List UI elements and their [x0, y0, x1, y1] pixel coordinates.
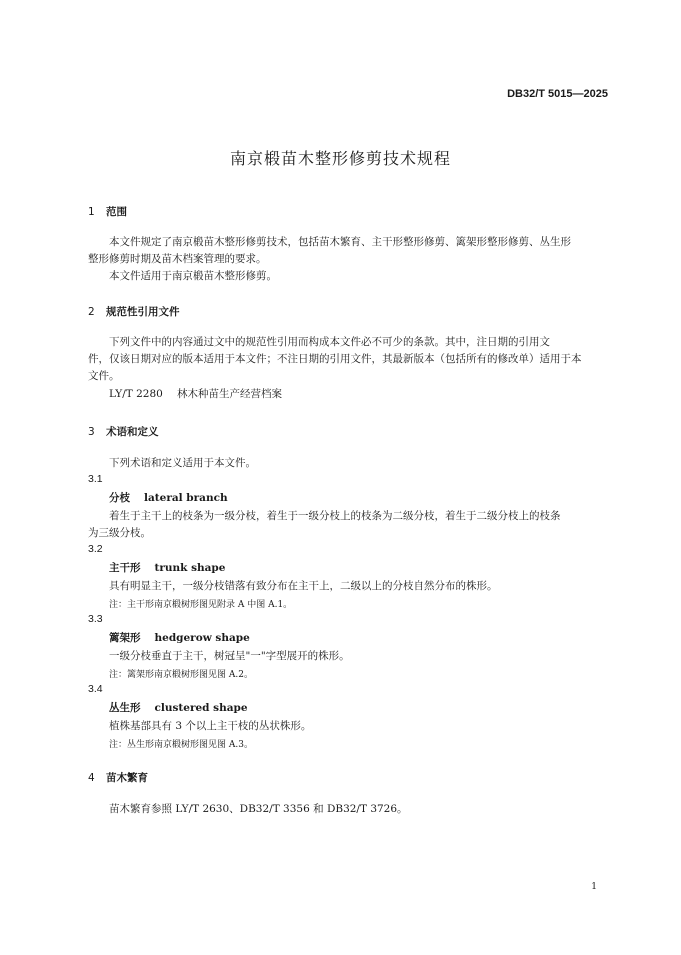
term-heading: [109, 560, 225, 575]
reference-code: LY/T 2280: [109, 388, 163, 400]
section-number: 3: [88, 426, 95, 438]
term-definition: 为三级分枝。: [88, 527, 151, 539]
term-number: 3.4: [88, 683, 103, 695]
term-heading: [109, 700, 248, 715]
section-3-heading: [88, 424, 159, 439]
paragraph-line: 苗木繁育参照 LY/T 2630、DB32/T 3356 和 DB32/T 3726。: [109, 803, 408, 815]
paragraph-line: 文件。: [88, 370, 120, 382]
term-en: hedgerow shape: [154, 632, 250, 644]
section-title: 苗木繁育: [106, 772, 148, 784]
term-heading: [109, 630, 250, 645]
document-title: 南京椴苗木整形修剪技术规程: [229, 149, 451, 168]
paragraph-line: 下列术语和定义适用于本文件。: [109, 457, 256, 469]
term-number: 3.3: [88, 613, 103, 625]
term-zh: 篱架形: [109, 632, 141, 644]
normative-reference: [109, 386, 282, 401]
paragraph-line: 件，仅该日期对应的版本适用于本文件；不注日期的引用文件，其最新版本（包括所有的修改单）适用于本: [88, 353, 582, 365]
section-2-heading: [88, 304, 180, 319]
section-title: 规范性引用文件: [106, 306, 180, 318]
section-title: 范围: [106, 206, 127, 218]
paragraph-line: 本文件适用于南京椴苗木整形修剪。: [109, 270, 277, 282]
standard-code: DB32/T 5015—2025: [507, 88, 608, 100]
term-definition: 一级分枝垂直于主干，树冠呈"一"字型展开的株形。: [109, 650, 350, 662]
term-definition: 植株基部具有 3 个以上主干枝的丛状株形。: [109, 720, 312, 732]
term-en: clustered shape: [154, 702, 248, 714]
section-number: 4: [88, 772, 95, 784]
term-zh: 主干形: [109, 562, 141, 574]
term-number: 3.2: [88, 543, 103, 555]
term-number: 3.1: [88, 473, 103, 485]
term-definition: 着生于主干上的枝条为一级分枝，着生于一级分枝上的枝条为二级分枝，着生于二级分枝上的枝条: [109, 510, 561, 522]
term-note: 注：篱架形南京椴树形图见图 A.2。: [109, 670, 253, 680]
term-heading: [109, 490, 228, 505]
paragraph-line: 下列文件中的内容通过文中的规范性引用而构成本文件必不可少的条款。其中，注日期的引用文: [109, 336, 550, 348]
section-4-heading: [88, 770, 148, 785]
section-title: 术语和定义: [106, 426, 159, 438]
term-note: 注：主干形南京椴树形图见附录 A 中图 A.1。: [109, 600, 293, 610]
paragraph-line: 整形修剪时期及苗木档案管理的要求。: [88, 253, 267, 265]
paragraph-line: 本文件规定了南京椴苗木整形修剪技术，包括苗木繁育、主干形整形修剪、篱架形整形修剪、丛生形: [109, 236, 571, 248]
section-number: 1: [88, 206, 95, 218]
section-number: 2: [88, 306, 95, 318]
section-1-heading: [88, 204, 127, 219]
term-zh: 丛生形: [109, 702, 141, 714]
term-en: trunk shape: [154, 562, 226, 574]
term-en: lateral branch: [144, 492, 228, 504]
reference-title: 林木种苗生产经营档案: [177, 388, 282, 400]
term-definition: 具有明显主干，一级分枝错落有致分布在主干上，二级以上的分枝自然分布的株形。: [109, 580, 498, 592]
term-zh: 分枝: [109, 492, 130, 504]
page-number: 1: [591, 882, 597, 892]
term-note: 注：丛生形南京椴树形图见图 A.3。: [109, 740, 253, 750]
